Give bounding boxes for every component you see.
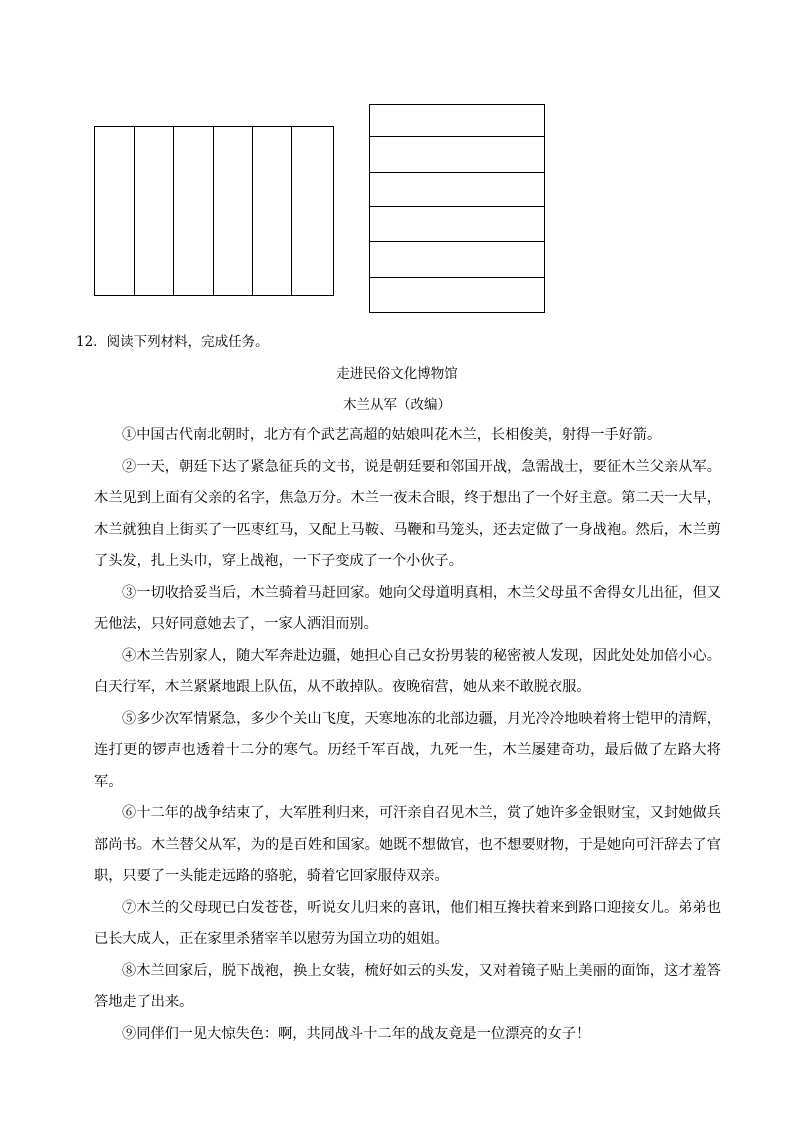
- horizontal-rule: [370, 206, 544, 207]
- paragraph-8: ⑧木兰回家后，脱下战袍，换上女装，梳好如云的头发，又对着镜子贴上美丽的面饰，这才羞答答地走了出来。: [94, 962, 721, 1010]
- vertical-rule: [252, 127, 253, 295]
- material-subtitle: 木兰从军（改编）: [343, 397, 451, 413]
- horizontal-rule: [370, 172, 544, 173]
- vertical-rule: [291, 127, 292, 295]
- paragraph-5: ⑤多少次军情紧急，多少个关山飞度，天寒地冻的北部边疆，月光冷冷地映着将士铠甲的清辉，连打更的锣声也透着十二分的寒气。历经千军百战，九死一生，木兰屡建奇功，最后做了左路大将军。: [94, 710, 721, 790]
- paragraph-3: ③一切收拾妥当后，木兰骑着马赶回家。她向父母道明真相，木兰父母虽不舍得女儿出征，但又无他法，只好同意她去了，一家人洒泪而别。: [94, 584, 721, 632]
- vertical-rule: [213, 127, 214, 295]
- question-label: 12．阅读下列材料，完成任务。: [76, 334, 269, 350]
- horizontal-rule: [370, 277, 544, 278]
- vertical-rule: [173, 127, 174, 295]
- horizontal-rule: [370, 241, 544, 242]
- paragraph-7: ⑦木兰的父母现已白发苍苍，听说女儿归来的喜讯，他们相互搀扶着来到路口迎接女儿。弟弟也已长大成人，正在家里杀猪宰羊以慰劳为国立功的姐姐。: [94, 899, 721, 947]
- paragraph-9: ⑨同伴们一见大惊失色：啊，共同战斗十二年的战友竟是一位漂亮的女子！: [122, 1025, 591, 1042]
- paragraph-6: ⑥十二年的战争结束了，大军胜利归来，可汗亲自召见木兰，赏了她许多金银财宝，又封她做兵部尚书。木兰替父从军，为的是百姓和国家。她既不想做官，也不想要财物，于是她向可汗辞去了官职，只要了一头能走远路的骆驼，骑着它回家服侍双亲。: [94, 805, 721, 884]
- paragraph-2: ②一天，朝廷下达了紧急征兵的文书，说是朝廷要和邻国开战，急需战士，要征木兰父亲从军。木兰见到上面有父亲的名字，焦急万分。木兰一夜未合眼，终于想出了一个好主意。第二天一大早，木兰就独自上街买了一匹枣红马，又配上马鞍、马鞭和马笼头，还去定做了一身战袍。然后，木兰剪了头发，扎上头巾，穿上战袍，一下子变成了一个小伙子。: [94, 458, 721, 569]
- vertical-lined-writing-box: [94, 126, 334, 296]
- paragraph-4: ④木兰告别家人，随大军奔赴边疆，她担心自己女扮男装的秘密被人发现，因此处处加倍小心。白天行军，木兰紧紧地跟上队伍，从不敢掉队。夜晚宿营，她从来不敢脱衣服。: [94, 647, 721, 695]
- story-text: [94, 420, 721, 1050]
- material-title: 走进民俗文化博物馆: [336, 366, 458, 382]
- horizontal-lined-writing-box: [369, 104, 545, 313]
- horizontal-rule: [370, 136, 544, 137]
- vertical-rule: [134, 127, 135, 295]
- paragraph-1: ①中国古代南北朝时，北方有个武艺高超的姑娘叫花木兰，长相俊美，射得一手好箭。: [122, 427, 662, 443]
